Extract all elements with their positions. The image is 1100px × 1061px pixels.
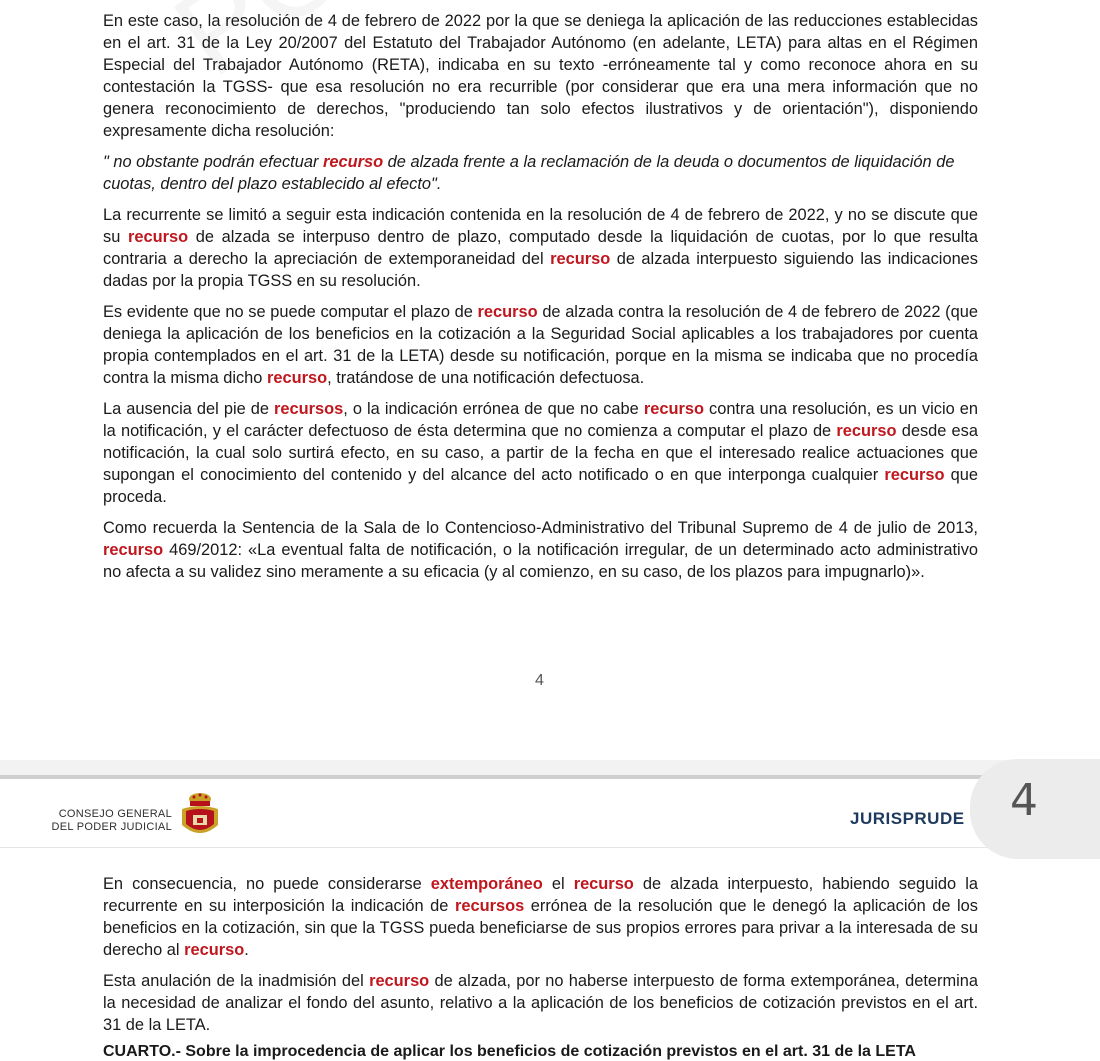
paragraph-5: La ausencia del pie de recursos, o la indicación errónea de que no cabe recurso contra una resolución, es un vicio en la notificación, y el carácter defectuoso de ésta determina que no comienza a computar el plazo de recurso desde esa notificación, la cual solo surtirá efecto, en su caso, a partir de la fecha en que el interesado realice actuaciones que supongan el conocimiento del contenido y del alcance del acto notificado o en que interponga cualquier recurso que proceda.	[103, 400, 978, 506]
search-highlight: recurso	[573, 875, 634, 893]
page-gap	[0, 760, 1079, 775]
search-highlight: recurso	[103, 541, 164, 559]
search-highlight: recursos	[274, 400, 344, 418]
paragraph-8: Esta anulación de la inadmisión del recurso de alzada, por no haberse interpuesto de forma extemporánea, determina la necesidad de analizar el fondo del asunto, relativo a la aplicación de los beneficios de cotización previstos en el art. 31 de la LETA.	[103, 972, 978, 1034]
search-highlight: recurso	[184, 941, 245, 959]
paragraph-3: La recurrente se limitó a seguir esta indicación contenida en la resolución de 4 de febrero de 2022, y no se discute que su recurso de alzada se interpuso dentro de plazo, computado desde la liquidación de cuotas, por lo que resulta contraria a derecho la apreciación de extemporaneidad del recurso de alzada interpuesto siguiendo las indicaciones dadas por la propia TGSS en su resolución.	[103, 206, 978, 290]
search-highlight: recurso	[884, 466, 945, 484]
search-highlight: recursos	[454, 897, 525, 915]
search-highlight: recurso	[322, 153, 384, 171]
page-body	[103, 10, 978, 592]
search-highlight: recurso	[369, 972, 430, 990]
section-heading-cut: CUARTO.- Sobre la improcedencia de aplicar los beneficios de cotización previstos en el art. 31 de la LETA	[103, 1043, 916, 1060]
paragraph-7: En consecuencia, no puede considerarse extemporáneo el recurso de alzada interpuesto, habiendo seguido la recurrente en su interposición la indicación de recursos errónea de la resolución que le denegó la aplicación de los beneficios en la cotización, sin que la TGSS pueda beneficiarse de sus propios errores para privar a la interesada de su derecho al recurso.	[103, 875, 978, 959]
search-highlight: extemporáneo	[430, 875, 543, 893]
crest-logo-icon	[178, 791, 222, 841]
search-highlight: recurso	[643, 400, 704, 418]
search-highlight: recurso	[127, 228, 189, 246]
search-highlight: recurso	[550, 250, 611, 268]
page-number-footer: 4	[535, 672, 544, 689]
paragraph-6: Como recuerda la Sentencia de la Sala de lo Contencioso-Administrativo del Tribunal Supremo de 4 de julio de 2013, recurso 469/2012: «La eventual falta de notificación, o la notificación irregular, de un determinado acto administrativo no afecta a su validez sino meramente a su eficacia (y al comienzo, en su caso, de los plazos para impugnarlo)».	[103, 519, 978, 581]
page-indicator-badge	[970, 759, 1100, 859]
paragraph-quote: " no obstante podrán efectuar recurso de alzada frente a la reclamación de la deuda o documentos de liquidación de cuotas, dentro del plazo establecido al efecto".	[103, 153, 955, 193]
page-indicator-number: 4	[1010, 775, 1038, 826]
paragraph-4: Es evidente que no se puede computar el plazo de recurso de alzada contra la resolución de 4 de febrero de 2022 (que deniega la aplicación de los beneficios en la cotización a la Seguridad Social aplicables a los trabajadores por cuenta propia contemplados en el art. 31 de la LETA) desde su notificación, porque en la misma se indicaba que no procedía contra la misma dicho recurso, tratándose de una notificación defectuosa.	[103, 303, 978, 387]
search-highlight: recurso	[836, 422, 897, 440]
page-header	[0, 775, 1079, 848]
search-highlight: recurso	[477, 303, 538, 321]
search-highlight: recurso	[266, 369, 328, 387]
section-title: JURISPRUDE	[850, 809, 965, 828]
paragraph-1: En este caso, la resolución de 4 de febrero de 2022 por la que se deniega la aplicación de las reducciones establecidas en el art. 31 de la Ley 20/2007 del Estatuto del Trabajador Autónomo (en adelante, LETA) para altas en el Régimen Especial del Trabajador Autónomo (RETA), indicaba en su texto -erróneamente tal y como reconoce ahora en su contestación la TGSS- que esa resolución no era recurrible (por considerar que era una mera información que no genera reconocimiento de derechos, "produciendo tan solo efectos ilustrativos y de orientación"), disponiendo expresamente dicha resolución:	[103, 12, 978, 140]
organization-name: CONSEJO GENERAL DEL PODER JUDICIAL	[51, 808, 172, 833]
page-body-2	[103, 873, 978, 1045]
